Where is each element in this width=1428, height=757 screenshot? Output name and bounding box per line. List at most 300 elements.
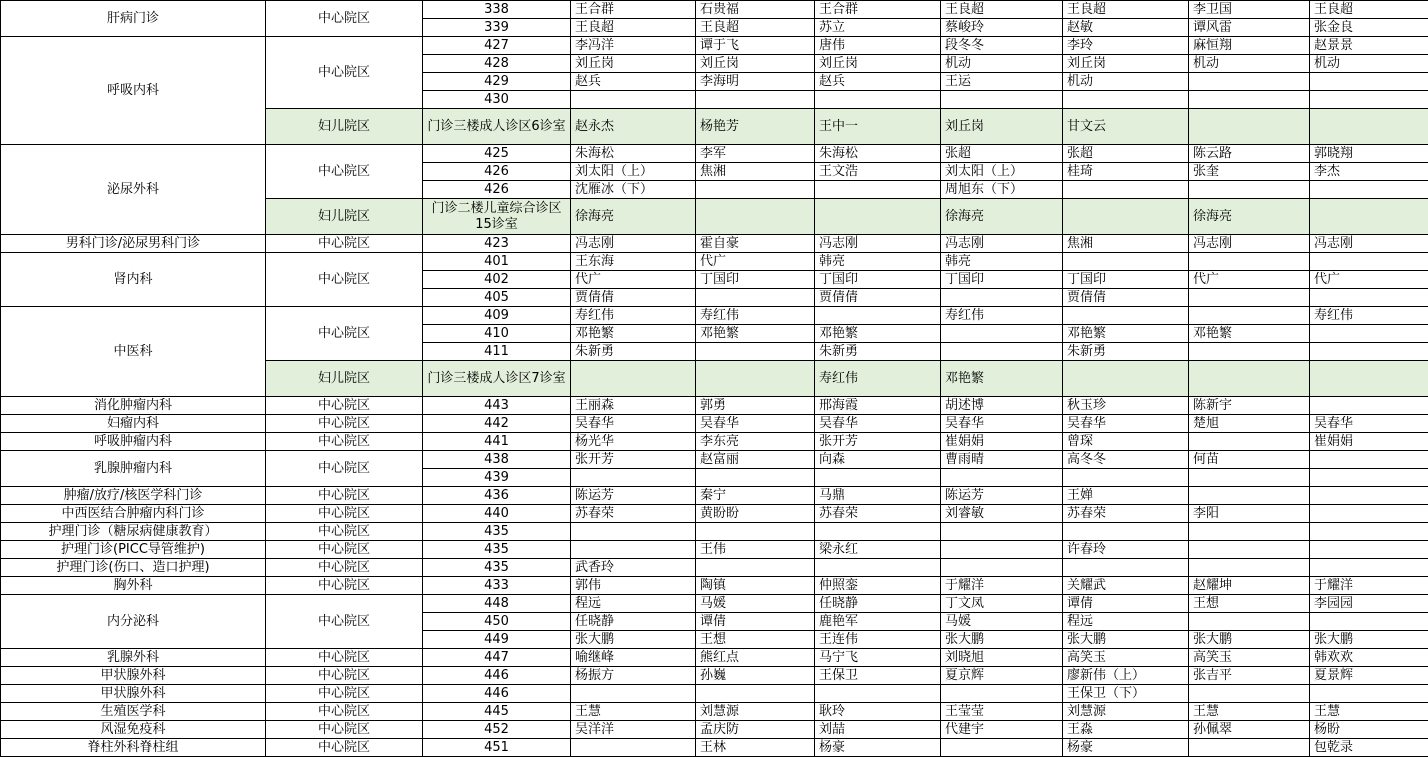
doctor-cell: 高冬冬 xyxy=(1063,451,1189,469)
doctor-cell xyxy=(1189,73,1310,91)
doctor-cell: 王伟 xyxy=(696,541,815,559)
doctor-cell xyxy=(815,181,941,199)
doctor-cell: 王东海 xyxy=(571,253,696,271)
table-row xyxy=(1,541,1428,559)
department-cell: 肿瘤/放疗/核医学科门诊 xyxy=(1,487,266,505)
doctor-cell: 刘丘岗 xyxy=(815,55,941,73)
campus-cell: 中心院区 xyxy=(266,667,423,685)
doctor-cell: 周旭东（下） xyxy=(941,181,1063,199)
campus-cell: 妇儿院区 xyxy=(266,199,423,235)
room-cell: 门诊二楼儿童综合诊区15诊室 xyxy=(423,199,571,235)
department-cell: 呼吸肿瘤内科 xyxy=(1,433,266,451)
doctor-cell: 李海明 xyxy=(696,73,815,91)
doctor-cell xyxy=(571,541,696,559)
doctor-cell xyxy=(1310,487,1428,505)
table-row xyxy=(1,685,1428,703)
doctor-cell xyxy=(1310,325,1428,343)
doctor-cell: 王想 xyxy=(1189,595,1310,613)
doctor-cell: 谭倩 xyxy=(696,613,815,631)
department-cell: 风湿免疫科 xyxy=(1,721,266,739)
department-cell: 乳腺外科 xyxy=(1,649,266,667)
doctor-cell: 沈雁冰（下） xyxy=(571,181,696,199)
doctor-cell: 张奎 xyxy=(1189,163,1310,181)
doctor-cell: 马媛 xyxy=(696,595,815,613)
doctor-cell: 廖新伟（上） xyxy=(1063,667,1189,685)
doctor-cell: 李军 xyxy=(696,145,815,163)
doctor-cell: 张超 xyxy=(941,145,1063,163)
doctor-cell xyxy=(1310,253,1428,271)
doctor-cell xyxy=(941,469,1063,487)
doctor-cell: 崔娟娟 xyxy=(941,433,1063,451)
doctor-cell xyxy=(696,523,815,541)
doctor-cell: 刘睿敏 xyxy=(941,505,1063,523)
doctor-cell: 王林 xyxy=(696,739,815,757)
room-cell: 338 xyxy=(423,1,571,19)
campus-cell: 中心院区 xyxy=(266,415,423,433)
doctor-cell: 朱新勇 xyxy=(571,343,696,361)
doctor-cell: 陶镇 xyxy=(696,577,815,595)
doctor-cell: 丁国印 xyxy=(941,271,1063,289)
doctor-cell: 苏春荣 xyxy=(815,505,941,523)
room-cell: 423 xyxy=(423,235,571,253)
doctor-cell: 徐海亮 xyxy=(571,199,696,235)
doctor-cell xyxy=(1310,361,1428,397)
doctor-cell xyxy=(1310,397,1428,415)
doctor-cell xyxy=(696,91,815,109)
doctor-cell: 刘丘岗 xyxy=(696,55,815,73)
doctor-cell xyxy=(1189,739,1310,757)
campus-cell: 中心院区 xyxy=(266,451,423,487)
doctor-cell: 杨光华 xyxy=(571,433,696,451)
doctor-cell: 机动 xyxy=(941,55,1063,73)
campus-cell: 中心院区 xyxy=(266,739,423,757)
campus-cell: 中心院区 xyxy=(266,253,423,307)
doctor-cell: 曾琛 xyxy=(1063,433,1189,451)
room-cell: 429 xyxy=(423,73,571,91)
campus-cell: 中心院区 xyxy=(266,235,423,253)
doctor-cell: 王良超 xyxy=(941,1,1063,19)
doctor-cell: 王良超 xyxy=(571,19,696,37)
doctor-cell: 贾倩倩 xyxy=(815,289,941,307)
doctor-cell: 冯志刚 xyxy=(1310,235,1428,253)
doctor-cell: 丁国印 xyxy=(1063,271,1189,289)
doctor-cell xyxy=(941,343,1063,361)
doctor-cell: 王丽森 xyxy=(571,397,696,415)
doctor-cell xyxy=(1310,505,1428,523)
room-cell: 439 xyxy=(423,469,571,487)
room-cell: 门诊三楼成人诊区6诊室 xyxy=(423,109,571,145)
room-cell: 442 xyxy=(423,415,571,433)
campus-cell: 中心院区 xyxy=(266,577,423,595)
table-row xyxy=(1,667,1428,685)
doctor-cell: 王中一 xyxy=(815,109,941,145)
doctor-cell: 机动 xyxy=(1310,55,1428,73)
doctor-cell: 刘太阳（上） xyxy=(571,163,696,181)
doctor-cell xyxy=(941,541,1063,559)
doctor-cell: 刘丘岗 xyxy=(941,109,1063,145)
doctor-cell: 贾倩倩 xyxy=(571,289,696,307)
doctor-cell: 李卫国 xyxy=(1189,1,1310,19)
department-cell: 肾内科 xyxy=(1,253,266,307)
doctor-cell: 李东亮 xyxy=(696,433,815,451)
doctor-cell: 王合群 xyxy=(815,1,941,19)
doctor-cell xyxy=(696,343,815,361)
doctor-cell: 麻恒翔 xyxy=(1189,37,1310,55)
doctor-cell: 苏春荣 xyxy=(571,505,696,523)
table-row xyxy=(1,505,1428,523)
doctor-cell xyxy=(1063,361,1189,397)
doctor-cell: 崔娟娟 xyxy=(1310,433,1428,451)
doctor-cell: 韩亮 xyxy=(815,253,941,271)
doctor-cell: 邓艳繁 xyxy=(941,361,1063,397)
doctor-cell: 陈云路 xyxy=(1189,145,1310,163)
doctor-cell: 王想 xyxy=(696,631,815,649)
campus-cell: 中心院区 xyxy=(266,1,423,37)
room-cell: 452 xyxy=(423,721,571,739)
department-cell: 乳腺肿瘤内科 xyxy=(1,451,266,487)
doctor-cell: 王保卫 xyxy=(815,667,941,685)
table-row xyxy=(1,595,1428,613)
doctor-cell: 韩欢欢 xyxy=(1310,649,1428,667)
doctor-cell: 贾倩倩 xyxy=(1063,289,1189,307)
doctor-cell: 代广 xyxy=(1189,271,1310,289)
doctor-cell xyxy=(941,523,1063,541)
table-row xyxy=(1,235,1428,253)
department-cell: 中医科 xyxy=(1,307,266,397)
doctor-cell: 高笑玉 xyxy=(1189,649,1310,667)
doctor-cell: 刘喆 xyxy=(815,721,941,739)
doctor-cell: 秦宁 xyxy=(696,487,815,505)
doctor-cell: 丁文凤 xyxy=(941,595,1063,613)
doctor-cell xyxy=(571,469,696,487)
doctor-cell: 徐海亮 xyxy=(1189,199,1310,235)
room-cell: 448 xyxy=(423,595,571,613)
room-cell: 446 xyxy=(423,667,571,685)
doctor-cell xyxy=(815,199,941,235)
doctor-cell xyxy=(1063,181,1189,199)
doctor-cell: 熊红点 xyxy=(696,649,815,667)
doctor-cell xyxy=(815,685,941,703)
table-row xyxy=(1,433,1428,451)
doctor-cell xyxy=(941,559,1063,577)
room-cell: 438 xyxy=(423,451,571,469)
doctor-cell: 张大鹏 xyxy=(1310,631,1428,649)
department-cell: 护理门诊（糖尿病健康教育） xyxy=(1,523,266,541)
doctor-cell: 杨盼 xyxy=(1310,721,1428,739)
doctor-cell xyxy=(1189,91,1310,109)
doctor-cell: 邓艳繁 xyxy=(1063,325,1189,343)
doctor-cell: 苏立 xyxy=(815,19,941,37)
doctor-cell xyxy=(1189,361,1310,397)
campus-cell: 中心院区 xyxy=(266,523,423,541)
doctor-cell xyxy=(1189,253,1310,271)
doctor-cell: 高笑玉 xyxy=(1063,649,1189,667)
room-cell: 425 xyxy=(423,145,571,163)
doctor-cell: 黄盼盼 xyxy=(696,505,815,523)
doctor-cell xyxy=(1189,541,1310,559)
doctor-cell: 机动 xyxy=(1063,73,1189,91)
room-cell: 430 xyxy=(423,91,571,109)
room-cell: 449 xyxy=(423,631,571,649)
doctor-cell xyxy=(1310,91,1428,109)
doctor-cell: 程远 xyxy=(571,595,696,613)
doctor-cell: 徐海亮 xyxy=(941,199,1063,235)
doctor-cell: 王保卫（下） xyxy=(1063,685,1189,703)
table-row xyxy=(1,703,1428,721)
room-cell: 445 xyxy=(423,703,571,721)
table-row xyxy=(1,559,1428,577)
campus-cell: 妇儿院区 xyxy=(266,361,423,397)
department-cell: 护理门诊(PICC导管维护) xyxy=(1,541,266,559)
room-cell: 450 xyxy=(423,613,571,631)
department-cell: 泌尿外科 xyxy=(1,145,266,235)
doctor-cell: 任晓静 xyxy=(815,595,941,613)
doctor-cell: 焦湘 xyxy=(696,163,815,181)
doctor-cell xyxy=(696,559,815,577)
doctor-cell: 马宁飞 xyxy=(815,649,941,667)
doctor-cell: 赵敏 xyxy=(1063,19,1189,37)
doctor-cell: 张开芳 xyxy=(571,451,696,469)
doctor-cell: 丁国印 xyxy=(815,271,941,289)
room-cell: 401 xyxy=(423,253,571,271)
doctor-cell xyxy=(1189,289,1310,307)
doctor-cell: 于耀洋 xyxy=(941,577,1063,595)
doctor-cell: 韩亮 xyxy=(941,253,1063,271)
department-cell: 甲状腺外科 xyxy=(1,685,266,703)
doctor-cell: 赵富丽 xyxy=(696,451,815,469)
room-cell: 339 xyxy=(423,19,571,37)
doctor-cell xyxy=(1310,541,1428,559)
doctor-cell: 王文浩 xyxy=(815,163,941,181)
room-cell: 410 xyxy=(423,325,571,343)
doctor-cell xyxy=(1310,523,1428,541)
doctor-cell xyxy=(696,685,815,703)
doctor-cell: 张大鹏 xyxy=(941,631,1063,649)
doctor-cell: 张大鹏 xyxy=(1063,631,1189,649)
doctor-cell: 于耀洋 xyxy=(1310,577,1428,595)
doctor-cell: 赵兵 xyxy=(815,73,941,91)
doctor-cell: 赵景景 xyxy=(1310,37,1428,55)
doctor-cell: 吴春华 xyxy=(1310,415,1428,433)
doctor-cell xyxy=(1063,91,1189,109)
room-cell: 446 xyxy=(423,685,571,703)
doctor-cell: 楚旭 xyxy=(1189,415,1310,433)
doctor-cell: 甘文云 xyxy=(1063,109,1189,145)
campus-cell: 中心院区 xyxy=(266,703,423,721)
table-row xyxy=(1,37,1428,55)
department-cell: 肝病门诊 xyxy=(1,1,266,37)
doctor-cell: 霍自豪 xyxy=(696,235,815,253)
doctor-cell: 杨艳芳 xyxy=(696,109,815,145)
doctor-cell xyxy=(1189,559,1310,577)
room-cell: 440 xyxy=(423,505,571,523)
doctor-cell: 秋玉珍 xyxy=(1063,397,1189,415)
doctor-cell xyxy=(1310,109,1428,145)
room-cell: 433 xyxy=(423,577,571,595)
doctor-cell: 程远 xyxy=(1063,613,1189,631)
table-row xyxy=(1,739,1428,757)
doctor-cell xyxy=(1310,343,1428,361)
room-cell: 435 xyxy=(423,559,571,577)
doctor-cell xyxy=(1063,523,1189,541)
doctor-cell: 张大鹏 xyxy=(1189,631,1310,649)
doctor-cell: 蔡峻玲 xyxy=(941,19,1063,37)
doctor-cell xyxy=(571,91,696,109)
doctor-cell xyxy=(571,685,696,703)
department-cell: 消化肿瘤内科 xyxy=(1,397,266,415)
doctor-cell: 李杰 xyxy=(1310,163,1428,181)
doctor-cell xyxy=(696,181,815,199)
doctor-cell xyxy=(1189,109,1310,145)
table-row xyxy=(1,487,1428,505)
doctor-cell: 王运 xyxy=(941,73,1063,91)
doctor-cell: 李冯洋 xyxy=(571,37,696,55)
doctor-cell xyxy=(1189,469,1310,487)
doctor-cell: 耿玲 xyxy=(815,703,941,721)
doctor-cell: 马鼎 xyxy=(815,487,941,505)
campus-cell: 中心院区 xyxy=(266,595,423,649)
doctor-cell: 代广 xyxy=(571,271,696,289)
room-cell: 402 xyxy=(423,271,571,289)
doctor-cell xyxy=(1189,685,1310,703)
doctor-cell: 喻继峰 xyxy=(571,649,696,667)
department-cell: 胸外科 xyxy=(1,577,266,595)
doctor-cell xyxy=(696,289,815,307)
room-cell: 411 xyxy=(423,343,571,361)
room-cell: 426 xyxy=(423,181,571,199)
doctor-cell: 王良超 xyxy=(1063,1,1189,19)
doctor-cell xyxy=(941,289,1063,307)
doctor-cell: 刘太阳（上） xyxy=(941,163,1063,181)
doctor-cell xyxy=(1189,487,1310,505)
doctor-cell: 桂琦 xyxy=(1063,163,1189,181)
doctor-cell xyxy=(1310,451,1428,469)
room-cell: 443 xyxy=(423,397,571,415)
doctor-cell xyxy=(815,91,941,109)
doctor-cell: 包乾录 xyxy=(1310,739,1428,757)
doctor-cell: 马媛 xyxy=(941,613,1063,631)
doctor-cell xyxy=(1189,523,1310,541)
doctor-cell: 邓艳繁 xyxy=(815,325,941,343)
doctor-cell: 王慧 xyxy=(571,703,696,721)
doctor-cell: 王良超 xyxy=(696,19,815,37)
doctor-cell: 机动 xyxy=(1189,55,1310,73)
room-cell: 405 xyxy=(423,289,571,307)
room-cell: 441 xyxy=(423,433,571,451)
department-cell: 护理门诊(伤口、造口护理) xyxy=(1,559,266,577)
doctor-cell: 刘丘岗 xyxy=(1063,55,1189,73)
doctor-cell: 谭倩 xyxy=(1063,595,1189,613)
doctor-cell: 吴春华 xyxy=(1063,415,1189,433)
doctor-cell xyxy=(941,91,1063,109)
doctor-cell: 郭伟 xyxy=(571,577,696,595)
doctor-cell: 陈运芳 xyxy=(571,487,696,505)
doctor-cell: 代广 xyxy=(696,253,815,271)
doctor-cell: 张吉平 xyxy=(1189,667,1310,685)
doctor-cell: 吴春华 xyxy=(815,415,941,433)
doctor-cell: 代建宇 xyxy=(941,721,1063,739)
doctor-cell: 寿红伟 xyxy=(815,361,941,397)
doctor-cell: 冯志刚 xyxy=(571,235,696,253)
campus-cell: 中心院区 xyxy=(266,505,423,523)
campus-cell: 中心院区 xyxy=(266,721,423,739)
doctor-cell xyxy=(1310,559,1428,577)
campus-cell: 妇儿院区 xyxy=(266,109,423,145)
doctor-cell: 王莹莹 xyxy=(941,703,1063,721)
campus-cell: 中心院区 xyxy=(266,397,423,415)
doctor-cell: 杨豪 xyxy=(815,739,941,757)
campus-cell: 中心院区 xyxy=(266,685,423,703)
doctor-cell: 吴春华 xyxy=(696,415,815,433)
doctor-cell: 张大鹏 xyxy=(571,631,696,649)
doctor-cell xyxy=(1189,343,1310,361)
table-row xyxy=(1,451,1428,469)
doctor-cell: 鹿艳军 xyxy=(815,613,941,631)
doctor-cell: 刘晓旭 xyxy=(941,649,1063,667)
campus-cell: 中心院区 xyxy=(266,433,423,451)
table-row xyxy=(1,253,1428,271)
doctor-cell xyxy=(1310,469,1428,487)
doctor-cell: 邢海霞 xyxy=(815,397,941,415)
campus-cell: 中心院区 xyxy=(266,307,423,361)
campus-cell: 中心院区 xyxy=(266,559,423,577)
doctor-cell: 张开芳 xyxy=(815,433,941,451)
table-row xyxy=(1,397,1428,415)
doctor-cell: 赵耀坤 xyxy=(1189,577,1310,595)
doctor-cell xyxy=(1310,613,1428,631)
doctor-cell: 张超 xyxy=(1063,145,1189,163)
doctor-cell: 吴春华 xyxy=(941,415,1063,433)
doctor-cell xyxy=(1310,199,1428,235)
doctor-cell: 丁国印 xyxy=(696,271,815,289)
doctor-cell: 李玲 xyxy=(1063,37,1189,55)
doctor-cell: 关耀武 xyxy=(1063,577,1189,595)
doctor-cell: 朱海松 xyxy=(815,145,941,163)
doctor-cell: 任晓静 xyxy=(571,613,696,631)
room-cell: 409 xyxy=(423,307,571,325)
doctor-cell: 邓艳繁 xyxy=(696,325,815,343)
doctor-cell xyxy=(1310,181,1428,199)
table-row xyxy=(1,415,1428,433)
doctor-cell xyxy=(941,325,1063,343)
doctor-cell xyxy=(1310,685,1428,703)
doctor-cell xyxy=(1063,307,1189,325)
doctor-cell: 朱海松 xyxy=(571,145,696,163)
campus-cell: 中心院区 xyxy=(266,37,423,109)
table-row xyxy=(1,577,1428,595)
doctor-cell xyxy=(571,739,696,757)
doctor-cell: 寿红伟 xyxy=(1310,307,1428,325)
doctor-cell xyxy=(1063,253,1189,271)
doctor-cell: 唐伟 xyxy=(815,37,941,55)
campus-cell: 中心院区 xyxy=(266,145,423,199)
room-cell: 门诊三楼成人诊区7诊室 xyxy=(423,361,571,397)
campus-cell: 中心院区 xyxy=(266,541,423,559)
doctor-cell xyxy=(1310,73,1428,91)
doctor-cell: 杨豪 xyxy=(1063,739,1189,757)
table-row xyxy=(1,649,1428,667)
department-cell: 妇瘤内科 xyxy=(1,415,266,433)
doctor-cell: 许春玲 xyxy=(1063,541,1189,559)
department-cell: 生殖医学科 xyxy=(1,703,266,721)
room-cell: 426 xyxy=(423,163,571,181)
doctor-cell: 张金良 xyxy=(1310,19,1428,37)
doctor-cell: 曹雨晴 xyxy=(941,451,1063,469)
doctor-cell: 仲照銮 xyxy=(815,577,941,595)
doctor-cell: 代广 xyxy=(1310,271,1428,289)
schedule-body xyxy=(1,1,1428,757)
doctor-cell: 郭晓翔 xyxy=(1310,145,1428,163)
